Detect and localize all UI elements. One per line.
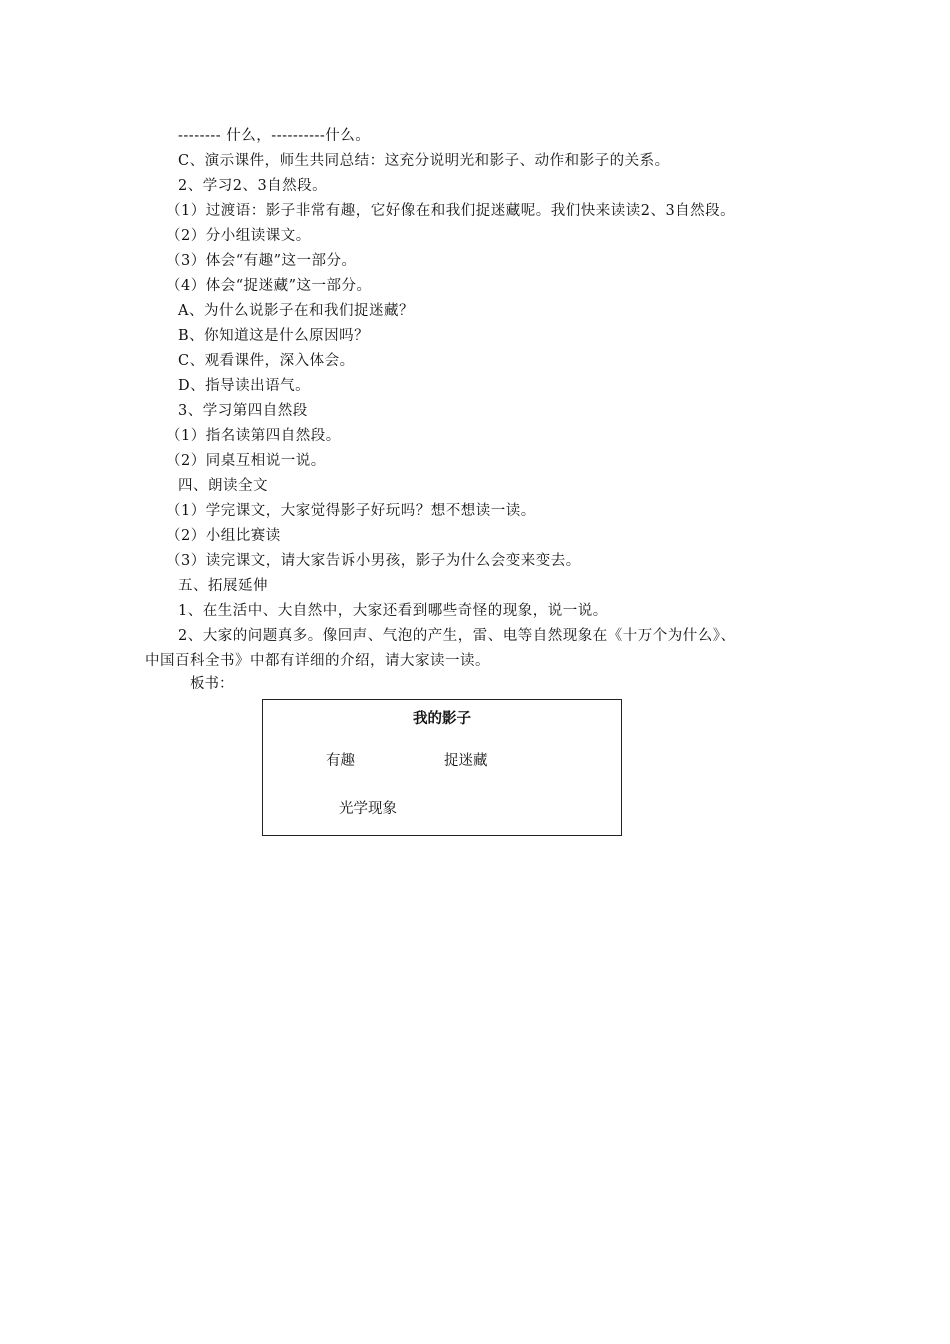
board-label: 板书： (190, 676, 234, 692)
text-line-12: 3、学习第四自然段 (178, 403, 308, 419)
text-line-14: （2）同桌互相说一说。 (166, 453, 326, 469)
text-line-19: 五、拓展延伸 (178, 578, 268, 594)
text-line-2: C、演示课件，师生共同总结：这充分说明光和影子、动作和影子的关系。 (178, 153, 670, 169)
text-line-17: （2）小组比赛读 (166, 528, 281, 544)
board-item-optics: 光学现象 (339, 801, 397, 817)
text-line-20: 1、在生活中、大自然中，大家还看到哪些奇怪的现象，说一说。 (178, 603, 608, 619)
blackboard-box (262, 699, 622, 836)
text-line-7: （4）体会“捉迷藏”这一部分。 (166, 278, 372, 294)
text-line-13: （1）指名读第四自然段。 (166, 428, 341, 444)
text-line-1: -------- 什么，----------什么。 (178, 128, 371, 144)
text-line-11: D、指导读出语气。 (178, 378, 311, 394)
text-line-15: 四、朗读全文 (178, 478, 268, 494)
text-line-6: （3）体会“有趣”这一部分。 (166, 253, 357, 269)
board-item-fun: 有趣 (326, 753, 355, 769)
text-line-8: A、为什么说影子在和我们捉迷藏？ (178, 303, 414, 319)
text-line-10: C、观看课件，深入体会。 (178, 353, 355, 369)
text-line-22: 中国百科全书》中都有详细的介绍，请大家读一读。 (145, 653, 490, 669)
board-title: 我的影子 (413, 711, 471, 727)
text-line-9: B、你知道这是什么原因吗？ (178, 328, 370, 344)
text-line-4: （1）过渡语：影子非常有趣，它好像在和我们捉迷藏呢。我们快来读读2、3自然段。 (166, 203, 736, 219)
text-line-5: （2）分小组读课文。 (166, 228, 311, 244)
text-line-3: 2、学习2、3自然段。 (178, 178, 328, 194)
text-line-18: （3）读完课文，请大家告诉小男孩，影子为什么会变来变去。 (166, 553, 581, 569)
board-item-hide-and-seek: 捉迷藏 (444, 753, 488, 769)
text-line-16: （1）学完课文，大家觉得影子好玩吗？想不想读一读。 (166, 503, 536, 519)
text-line-21: 2、大家的问题真多。像回声、气泡的产生，雷、电等自然现象在《十万个为什么》、 (178, 628, 736, 644)
